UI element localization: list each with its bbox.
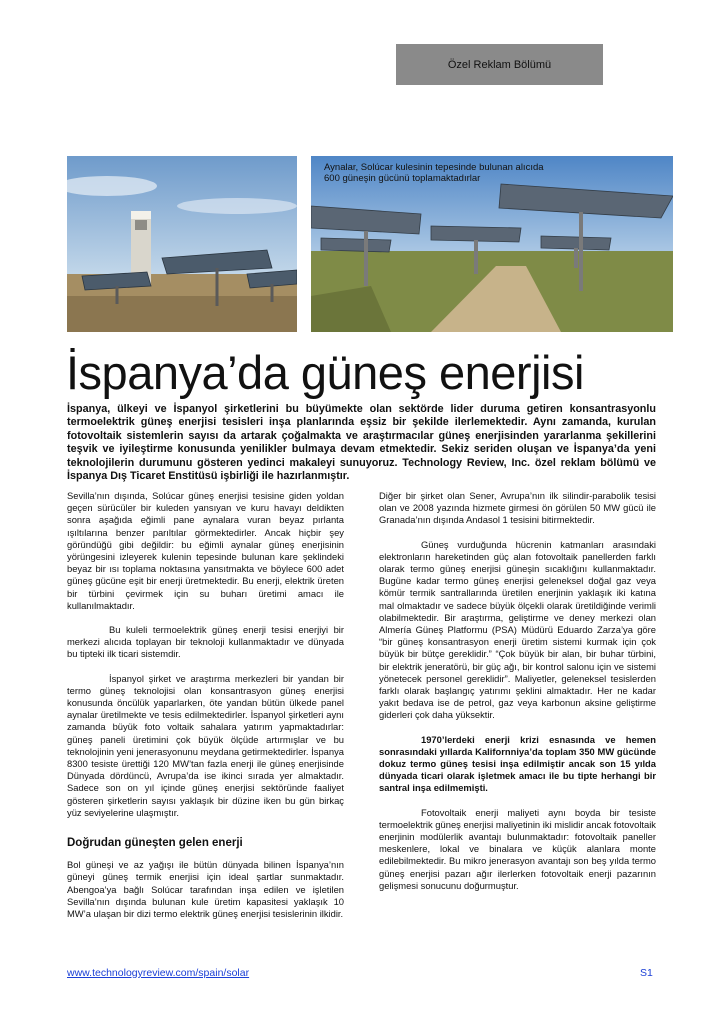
article-lead: İspanya, ülkeyi ve İspanyol şirketlerini bu büyümekte olan sektörde lider duruma getiren konsantrasyonlu termoelektrik güneş enerjisi tesisleri inşa planlarında eşsiz bir şekilde ilerlemektedir. Aynı zamanda, kurulan fotovoltaik sistemlerin sayısı da artarak çoğalmakta ve araştırmacılar güneş enerjisinden yararlanma şekillerini teşvik ve iyileştirme konusunda yenilikler bulmaya devam etmektedir. Sekiz seriden oluşan ve İspanya’da yeni teknolojilerin durumunu gösteren yedinci makaleyi sunuyoruz. Technology Review, Inc. özel reklam bölümü ve İspanya Dış Ticaret Enstitüsü işbirliği ile hazırlanmıştır. [67,403,656,483]
solar-tower-photo [67,156,297,332]
photo-caption: Aynalar, Solúcar kulesinin tepesinde bulunan alıcıda 600 güneşin gücünü toplamaktadırlar [324,162,544,184]
paragraph: Diğer bir şirket olan Sener, Avrupa’nın ilk silindir-parabolik tesisi olan ve 2008 yazında hizmete girmesi ön görülen 50 MW gücü ile Granada’nın dışında Andasol 1 tesisini bitirmektedir. [379,490,656,526]
highlight-paragraph: 1970’lerdeki enerji krizi esnasında ve hemen sonrasındaki yıllarda Kalifornniya’da toplam 350 MW gücünde dokuz termo güneş tesisi inşa edilmiştir ancak son 15 yılda dünyada ticari olarak işletmek amacı ile bu tipte herhangi bir santral inşa edilmemişti. [379,733,656,794]
page-number: S1 [640,967,653,979]
paragraph: İspanyol şirket ve araştırma merkezleri bir yandan bir termo güneş teknolojisi olan konsantrasyon güneş enerjisi konusunda öncülük yaparlarken, öte yandan bütün ülkede panel aynalar üretilmekte ve tesis edilmektedirler. İspanyol şirketleri aynı zamanda büyük foto voltaik sahalara yatırım yapmaktadırlar: güneş paneli üretimini çok büyük ölçüde artırmışlar ve bu teknolojinin yeni jenerasyonunu meydana getirmektedirler. İspanya 8300 tesiste ürettiği 120 MW’tan fazla enerji ile güneş enerjisinde Dünyada dördüncü, Avrupa’da ise ikinci sırada yer almaktadır. Sadece son on yıl içinde güneş enerjisi sektöründe faaliyet gösteren şirketlerin sayısı yaklaşık bir düzine iken bu gün birkaç yüz seviyelerine ulaşmıştır. [67,672,344,818]
paragraph: Bu kuleli termoelektrik güneş enerji tesisi enerjiyi bir merkezi alıcıda toplayan bir teknoloji kullanmaktadır ve dünyada bu tipteki ilk ticari sistemdir. [67,624,344,660]
solar-tower-image [67,156,297,332]
badge-label: Özel Reklam Bölümü [447,58,552,71]
left-column [67,490,344,932]
special-ad-section-badge [396,44,603,85]
paragraph: Güneş vurduğunda hücrenin katmanları arasındaki elektronların hareketinden güç alan fotovoltaik panellerden farklı olarak termo güneş enerjisi güneşin sıcaklığını kullanmaktadır. Bugüne kadar termo güneş enerjisi geleneksel doğal gaz veya kömür termik santrallarında üretilen enerjinin yaklaşık iki katına mal olmaktadır ve sadece büyük ölçekli olarak üretildiğinde verimli olabilmektedir. Bir araştırma, geliştirme ve deney merkezi olan Almería Güneş Platformu (PSA) Müdürü Eduardo Zarza’ya göre “bir güneş konsantrasyon enerji üretim sistemi kurmak için çok büyük bir bütçe gereklidir.” “Çok büyük bir alan, bir buhar türbini, bir elektrik jeneratörü, bir güç ağı, bir kontrol salonu için ve sistemi yönetecek personel gereklidir”. Maliyetler, geleneksel tesislerden farklı olarak başlangıç yatırımı şeklini almaktadır. Her ne kadar yakıt bedava ise de petrol, gaz veya karbonun aksine geliştirme giderleri çok daha yüksektir. [379,538,656,721]
footer-url-link[interactable]: www.technologyreview.com/spain/solar [67,967,250,979]
paragraph: Fotovoltaik enerji maliyeti aynı boyda bir tesiste termoelektrik güneş enerjisi maliyetinin iki mislidir ancak fotovoltaik enerjinin modülerlik avantajı bulunmaktadır: fotovoltaik paneller meskenlere, lokal ve binalara ve küçük alanlara monte edilebilmektedir. Bu mikro jenerasyon avantajı son beş yılda termo güneş enerjisi pazarı ağır ilerlerken fotovoltaik enerji pazarının gelişmesi sonucunu doğurmuştur. [379,806,656,891]
section-subheading: Doğrudan güneşten gelen enerji [67,837,243,850]
article-title: İspanya’da güneş enerjisi [66,346,584,399]
paragraph: Bol güneşi ve az yağışı ile bütün dünyada bilinen İspanya’nın güneyi güneş termik enerjisi için ideal şartlar sunmaktadır. Abengoa’ya bağlı Solúcar tarafından inşa edilen ve işletilen Sevilla’nın dışında bulunan kule üretim kapasitesi yaklaşık 10 MW’a ulaşan bir dizi termo elektrik güneş enerjisi tesislerinin ilkidir. [67,859,344,920]
paragraph: Sevilla’nın dışında, Solúcar güneş enerjisi tesisine giden yoldan geçen sürücüler bir kuleden yansıyan ve kuru havayı deldikten sonra aşağıda eğimli pane aynalara vuran beyaz pırlanta ışıltılarına benzer parıltılar görmektedirler. Ancak hiçbir şey göründüğü gibi değildir: bu eğimli aynalar güneş enerjisinin yörüngesini izleyerek kulenin tepesinde bulunan kare şeklindeki beyaz bir ısı toplama noktasına yansıtmakta ve böylece 600 adet güneş gücüne eşit bir enerji üretmektedir. Bu enerji, elektrik üreten bir türbini çevirmek için su buharı üretimi amacı ile kullanılmaktadır. [67,490,344,611]
right-column [379,490,656,904]
